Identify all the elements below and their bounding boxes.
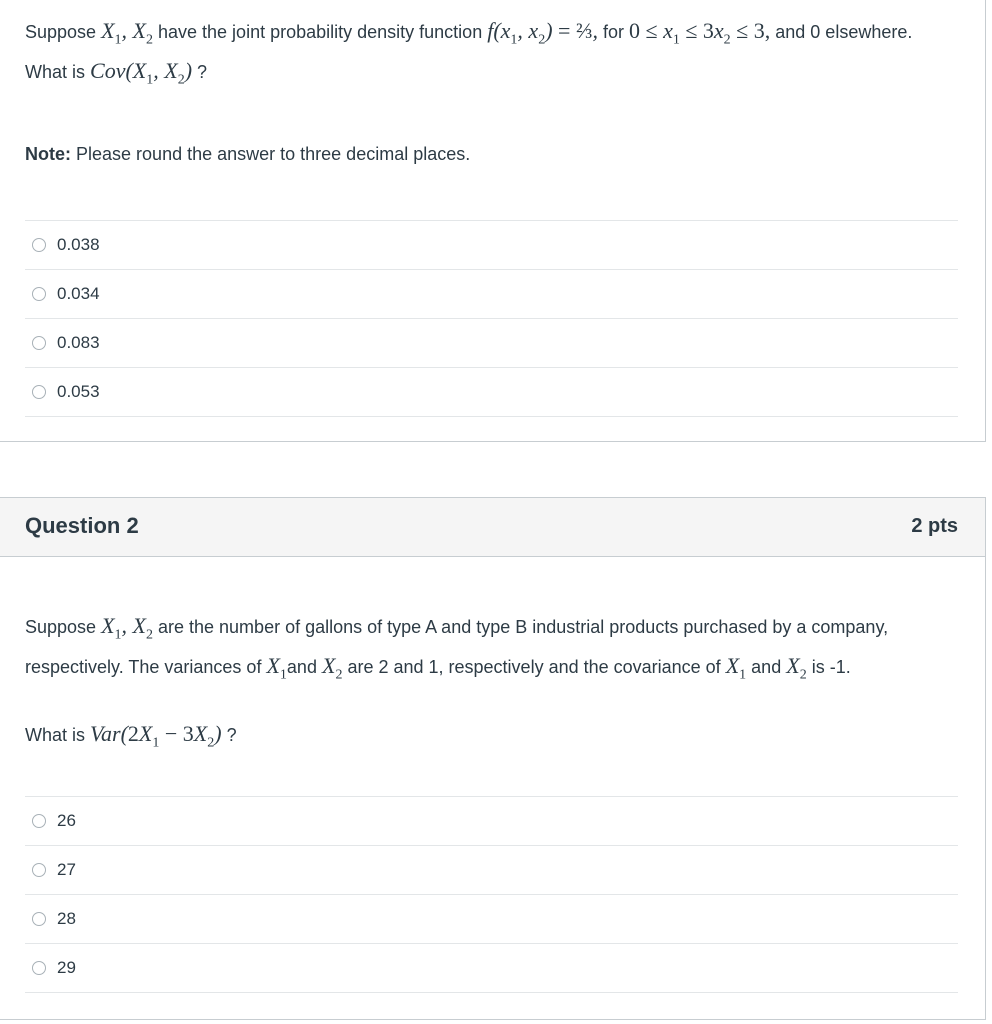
radio-button[interactable] (32, 287, 46, 301)
math-x1-x2: $X_1$, $X_2$ (101, 18, 153, 48)
answer-option[interactable]: 0.038 (25, 220, 958, 269)
question-2-text: Suppose $X_1$, $X_2$ are the number of gallons of type A and type B industrial products purchased by a company, respectively. The variances of $X_1and$ $X_2$ are 2 and 1, respectively and the covariance of $X_1$ and $X_2$ is -1. (25, 613, 889, 683)
answer-option[interactable]: 27 (25, 845, 958, 894)
question-title: Question 2 (25, 513, 139, 538)
question-1-card (0, 0, 986, 442)
math-x2: $X_2$ (321, 653, 343, 683)
radio-button[interactable] (32, 961, 46, 975)
question-2-card (0, 497, 986, 1020)
math-cov: $Cov(X_1$, $X_2$) (90, 58, 193, 88)
question-header (0, 498, 985, 557)
question-2-ask: What is $Var(2X_1 - 3X_2)$ ? (25, 721, 237, 751)
math-domain: $0 \le x_1 \le 3x_2 \le 3$, (628, 18, 771, 48)
math-pdf: $f(x_1$, $x_2$) = ⅔, (487, 18, 598, 48)
answer-option[interactable]: 29 (25, 943, 958, 993)
answer-option[interactable]: 0.083 (25, 318, 958, 367)
radio-button[interactable] (32, 912, 46, 926)
radio-button[interactable] (32, 385, 46, 399)
answer-list (25, 796, 958, 993)
math-x1-x2: $X_1$, $X_2$ (101, 613, 153, 643)
radio-button[interactable] (32, 238, 46, 252)
answer-option[interactable]: 0.053 (25, 367, 958, 417)
math-x1: $X_1$ (266, 653, 287, 683)
question-1-text: Suppose $X_1$, $X_2$ have the joint probability density function $f(x_1$, $x_2$) = ⅔, for $0 \le x_1 \le 3x_2 \le 3$, and 0 elsewhere. What is $Cov(X_1$, $X_2$) ? (25, 18, 913, 88)
answer-list (25, 220, 958, 417)
answer-option[interactable]: 28 (25, 894, 958, 943)
note: Note: Please round the answer to three decimal places. (25, 144, 471, 164)
question-points: 2 pts (911, 515, 958, 537)
answer-option[interactable]: 26 (25, 796, 958, 845)
math-x1: $X_1$ (725, 653, 747, 683)
radio-button[interactable] (32, 863, 46, 877)
radio-button[interactable] (32, 336, 46, 350)
math-x2: $X_2$ (786, 653, 807, 683)
answer-option[interactable]: 0.034 (25, 269, 958, 318)
radio-button[interactable] (32, 814, 46, 828)
math-var: $Var(2X_1 - 3X_2)$ (90, 721, 222, 751)
